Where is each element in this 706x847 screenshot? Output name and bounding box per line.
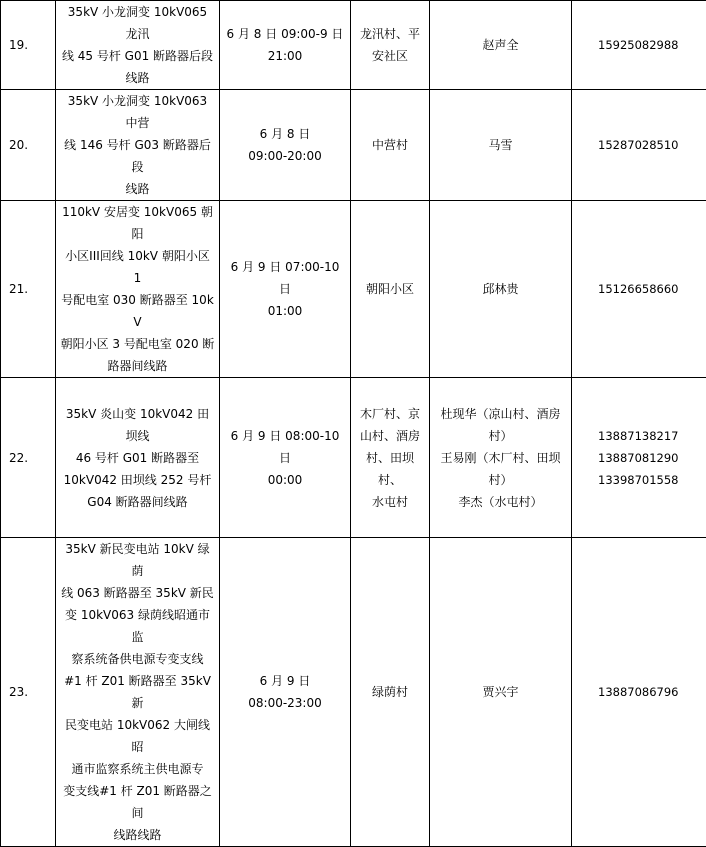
time-line: 00:00 — [224, 469, 346, 491]
row-number: 21. — [1, 201, 56, 378]
scope-line: 线 063 断路器至 35kV 新民 — [60, 582, 215, 604]
table-row — [1, 538, 706, 847]
time-line: 6 月 8 日 — [224, 123, 346, 145]
phone-cell — [572, 201, 706, 378]
phone-cell — [572, 90, 706, 201]
person-line: 邱林贵 — [434, 278, 567, 300]
scope-line: 路器间线路 — [60, 355, 215, 377]
time-line: 6 月 9 日 — [224, 670, 346, 692]
phone-line: 15287028510 — [598, 134, 702, 156]
person-line: 王易刚（木厂村、田坝 — [434, 447, 567, 469]
person-line: 村） — [434, 469, 567, 491]
area-line: 绿荫村 — [355, 681, 425, 703]
person-line: 杜现华（凉山村、酒房 — [434, 403, 567, 425]
table-row — [1, 378, 706, 538]
scope-line: 朝阳小区 3 号配电室 020 断 — [60, 333, 215, 355]
scope-line: 线 146 号杆 G03 断路器后段 — [60, 134, 215, 178]
time-cell — [220, 201, 351, 378]
area-line: 水屯村 — [355, 491, 425, 513]
area-cell — [351, 378, 430, 538]
area-cell — [351, 201, 430, 378]
scope-line: 线 45 号杆 G01 断路器后段 — [60, 45, 215, 67]
phone-cell — [572, 538, 706, 847]
area-cell — [351, 538, 430, 847]
person-line: 村） — [434, 425, 567, 447]
scope-line: 35kV 新民变电站 10kV 绿荫 — [60, 538, 215, 582]
scope-line: 35kV 炎山变 10kV042 田坝线 — [60, 403, 215, 447]
phone-line: 15126658660 — [598, 278, 702, 300]
person-cell — [430, 378, 572, 538]
scope-line: 35kV 小龙洞变 10kV063 中营 — [60, 90, 215, 134]
scope-line: 10kV042 田坝线 252 号杆 — [60, 469, 215, 491]
scope-cell — [56, 538, 220, 847]
phone-cell — [572, 378, 706, 538]
scope-line: 46 号杆 G01 断路器至 — [60, 447, 215, 469]
scope-cell — [56, 378, 220, 538]
person-cell — [430, 1, 572, 90]
scope-line: 变 10kV063 绿荫线昭通市监 — [60, 604, 215, 648]
time-line: 09:00-20:00 — [224, 145, 346, 167]
table-row — [1, 201, 706, 378]
scope-line: 通市监察系统主供电源专 — [60, 758, 215, 780]
area-line: 木厂村、京 — [355, 403, 425, 425]
scope-cell — [56, 1, 220, 90]
phone-line: 13887138217 — [598, 425, 702, 447]
time-cell — [220, 90, 351, 201]
area-cell — [351, 1, 430, 90]
area-line: 安社区 — [355, 45, 425, 67]
time-cell — [220, 538, 351, 847]
scope-line: 线路 — [60, 67, 215, 89]
row-number: 19. — [1, 1, 56, 90]
phone-line: 13398701558 — [598, 469, 702, 491]
scope-line: 线路线路 — [60, 824, 215, 846]
person-cell — [430, 90, 572, 201]
scope-line: G04 断路器间线路 — [60, 491, 215, 513]
scope-line: 35kV 小龙洞变 10kV065 龙汛 — [60, 1, 215, 45]
person-line: 李杰（水屯村） — [434, 491, 567, 513]
person-cell — [430, 538, 572, 847]
time-line: 01:00 — [224, 300, 346, 322]
area-line: 村、田坝村、 — [355, 447, 425, 491]
person-line: 贾兴宇 — [434, 681, 567, 703]
time-line: 6 月 8 日 09:00-9 日 — [224, 23, 346, 45]
scope-cell — [56, 90, 220, 201]
phone-line: 13887086796 — [598, 681, 702, 703]
time-cell — [220, 1, 351, 90]
person-line: 赵声全 — [434, 34, 567, 56]
scope-line: 线路 — [60, 178, 215, 200]
phone-cell — [572, 1, 706, 90]
row-number: 20. — [1, 90, 56, 201]
area-line: 朝阳小区 — [355, 278, 425, 300]
table-row — [1, 1, 706, 90]
time-cell — [220, 378, 351, 538]
area-line: 龙汛村、平 — [355, 23, 425, 45]
area-line: 山村、酒房 — [355, 425, 425, 447]
row-number: 22. — [1, 378, 56, 538]
row-number: 23. — [1, 538, 56, 847]
scope-line: 察系统备供电源专变支线 — [60, 648, 215, 670]
area-cell — [351, 90, 430, 201]
scope-line: #1 杆 Z01 断路器至 35kV 新 — [60, 670, 215, 714]
time-line: 6 月 9 日 08:00-10 日 — [224, 425, 346, 469]
person-line: 马雪 — [434, 134, 567, 156]
scope-line: 民变电站 10kV062 大闸线昭 — [60, 714, 215, 758]
phone-line: 13887081290 — [598, 447, 702, 469]
area-line: 中营村 — [355, 134, 425, 156]
person-cell — [430, 201, 572, 378]
scope-line: 小区III回线 10kV 朝阳小区 1 — [60, 245, 215, 289]
phone-line: 15925082988 — [598, 34, 702, 56]
time-line: 6 月 9 日 07:00-10 日 — [224, 256, 346, 300]
table-row — [1, 90, 706, 201]
scope-cell — [56, 201, 220, 378]
scope-line: 变支线#1 杆 Z01 断路器之间 — [60, 780, 215, 824]
time-line: 21:00 — [224, 45, 346, 67]
scope-line: 号配电室 030 断路器至 10kV — [60, 289, 215, 333]
scope-line: 110kV 安居变 10kV065 朝阳 — [60, 201, 215, 245]
time-line: 08:00-23:00 — [224, 692, 346, 714]
